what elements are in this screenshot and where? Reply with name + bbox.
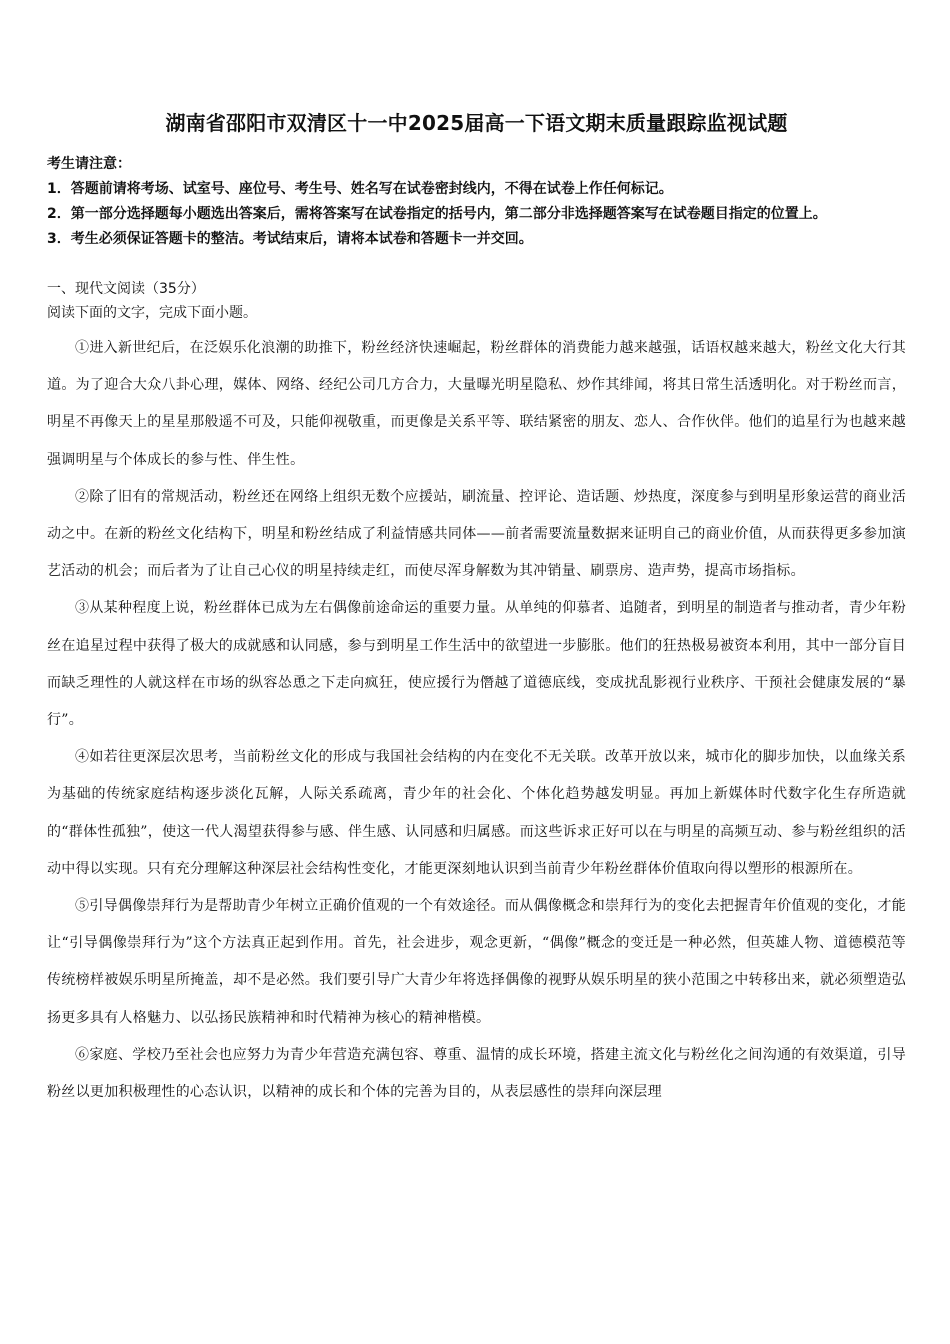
notice-item: 2．第一部分选择题每小题选出答案后，需将答案写在试卷指定的括号内，第二部分非选择题答案写在试卷题目指定的位置上。 [47,206,827,222]
notice-heading: 考生请注意： [47,156,131,172]
passage-paragraph-1: ①进入新世纪后，在泛娱乐化浪潮的助推下，粉丝经济快速崛起，粉丝群体的消费能力越来越强，话语权越来越大，粉丝文化大行其道。为了迎合大众八卦心理，媒体、网络、经纪公司几方合力，大量曝光明星隐私、炒作其绯闻，将其日常生活透明化。对于粉丝而言，明星不再像天上的星星那般遥不可及，只能仰视敬重，而更像是关系平等、联结紧密的朋友、恋人、合作伙伴。他们的追星行为也越来越强调明星与个体成长的参与性、伴生性。 [47,340,906,468]
passage-paragraph-4: ④如若往更深层次思考，当前粉丝文化的形成与我国社会结构的内在变化不无关联。改革开放以来，城市化的脚步加快，以血缘关系为基础的传统家庭结构逐步淡化瓦解，人际关系疏离，青少年的社会化、个体化趋势越发明显。再加上新媒体时代数字化生存所造就的“群体性孤独”，使这一代人渴望获得参与感、伴生感、认同感和归属感。而这些诉求正好可以在与明星的高频互动、参与粉丝组织的活动中得以实现。只有充分理解这种深层社会结构性变化，才能更深刻地认识到当前青少年粉丝群体价值取向得以塑形的根源所在。 [47,749,906,877]
notice-item: 1．答题前请将考场、试室号、座位号、考生号、姓名写在试卷密封线内，不得在试卷上作任何标记。 [47,181,673,197]
passage-paragraph-6: ⑥家庭、学校乃至社会也应努力为青少年营造充满包容、尊重、温情的成长环境，搭建主流文化与粉丝化之间沟通的有效渠道，引导粉丝以更加积极理性的心态认识，以精神的成长和个体的完善为目的，从表层感性的崇拜向深层理 [47,1046,906,1101]
section-heading: 一、现代文阅读（35分） [47,281,205,297]
reading-instruction: 阅读下面的文字，完成下面小题。 [47,305,257,321]
notice-item: 3．考生必须保证答题卡的整洁。考试结束后，请将本试卷和答题卡一并交回。 [47,231,533,247]
document-title: 湖南省邵阳市双清区十一中2025届高一下语文期末质量跟踪监视试题 [165,111,788,135]
exam-notice [47,152,906,252]
passage-paragraph-3: ③从某种程度上说，粉丝群体已成为左右偶像前途命运的重要力量。从单纯的仰慕者、追随者，到明星的制造者与推动者，青少年粉丝在追星过程中获得了极大的成就感和认同感，参与到明星工作生活中的欲望进一步膨胀。他们的狂热极易被资本利用，其中一部分盲目而缺乏理性的人就这样在市场的纵容怂恿之下走向疯狂，使应援行为僭越了道德底线，变成扰乱影视行业秩序、干预社会健康发展的“暴行”。 [47,600,906,729]
reading-passage [47,330,906,1111]
passage-paragraph-5: ⑤引导偶像崇拜行为是帮助青少年树立正确价值观的一个有效途径。而从偶像概念和崇拜行为的变化去把握青年价值观的变化，才能让“引导偶像崇拜行为”这个方法真正起到作用。首先，社会进步，观念更新，“偶像”概念的变迁是一种必然，但英雄人物、道德模范等传统榜样被娱乐明星所掩盖，却不是必然。我们要引导广大青少年将选择偶像的视野从娱乐明星的狭小范围之中转移出来，就必须塑造弘扬更多具有人格魅力、以弘扬民族精神和时代精神为核心的精神楷模。 [47,898,906,1026]
passage-paragraph-2: ②除了旧有的常规活动，粉丝还在网络上组织无数个应援站，刷流量、控评论、造话题、炒热度，深度参与到明星形象运营的商业活动之中。在新的粉丝文化结构下，明星和粉丝结成了利益情感共同体——前者需要流量数据来证明自己的商业价值，从而获得更多参加演艺活动的机会；而后者为了让自己心仪的明星持续走红，而使尽浑身解数为其冲销量、刷票房、造声势，提高市场指标。 [47,488,906,580]
